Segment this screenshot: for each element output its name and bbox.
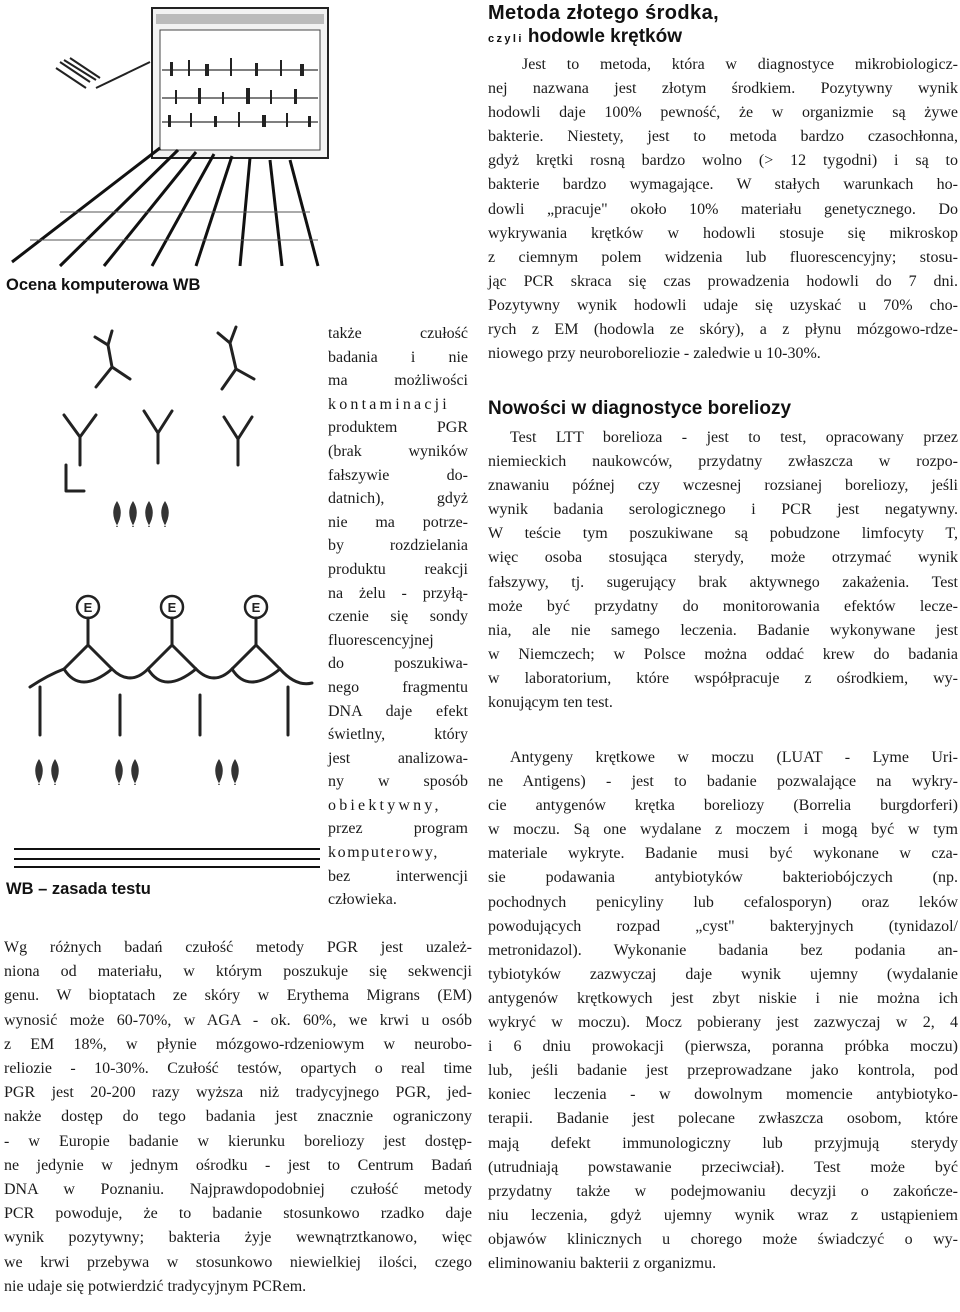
text-line: materiale wykryte. Badanie musi być wykonane w cza- (488, 845, 958, 863)
text-line: reliozie - 10-30%. Czułość testów, opartych o real time (4, 1060, 472, 1078)
text-line: Test LTT borelioza - jest to test, opracowany przez (510, 429, 958, 446)
text-line: eliminowaniu bakterii z organizmu. (488, 1254, 717, 1272)
text-line: sie podawania antybiotyków bakteriobójczych (np. (488, 869, 958, 887)
heading-connector: czyli (488, 33, 524, 45)
text-line: z ciemnym polem widzenia lub fluorescencyjny; stosu- (488, 248, 958, 266)
text-line: na żelu - przyłą- (328, 584, 468, 602)
text-line: ny w sposób (328, 773, 468, 791)
section-heading-method: Metoda złotego środka, (488, 2, 720, 24)
text-line: produktem PGR (328, 419, 468, 437)
enzyme-label: E (251, 600, 261, 615)
luat-paragraph (488, 746, 958, 1276)
wb-principle-diagram (0, 315, 330, 875)
text-line: jest analizowa- (328, 749, 468, 767)
text-line: gdyż krętki rosną bardzo wolno (> 12 tygodni) i są to (488, 152, 958, 170)
text-line: pochodnych penicyliny lub cefalosporyn) oraz leków (488, 893, 958, 911)
text-line: nia, ale nie samego leczenia. Badanie wykonywane jest (488, 621, 958, 639)
text-line: nej nazwana jest złotym środkiem. Pozytywny wynik (488, 80, 958, 98)
text-line: obiektywny, (328, 796, 442, 814)
text-line: produktu reakcji (328, 560, 468, 578)
narrow-text-column (328, 322, 468, 912)
text-line: świetlny, który (328, 726, 468, 744)
text-line: fałszywie do- (328, 466, 468, 484)
text-line: terapii. Badanie jest polecane zwłaszcza osobom, które (488, 1110, 958, 1128)
text-line: może być przydatny do monitorowania efektów lecze- (488, 597, 958, 615)
text-line: wynosić może 60-70%, w AGA - ok. 60%, we krwi u osób (4, 1011, 472, 1029)
enzyme-label: E (83, 600, 93, 615)
text-line: Jest to metoda, która w diagnostyce mikrobiologicz- (522, 56, 958, 73)
wb-scan-figure (0, 0, 330, 270)
text-line: jąc PCR skraca się czas prowadzenia hodowli do 7 dni. (488, 272, 958, 290)
text-line: genu. W bioptatach ze skóry w Erythema Migrans (EM) (4, 987, 472, 1005)
text-line: ne Antigens) - jest to badanie pozwalające na wykry- (488, 773, 958, 791)
text-line: badania i nie (328, 348, 468, 366)
text-line: rych z EM (hodowla ze skóry), a z płynu mózgowo-rdze- (488, 321, 958, 339)
text-line: powodujących rozpad „cyst" bakteryjnych (tynidazol/ (488, 917, 958, 935)
text-line: nego fragmentu (328, 678, 468, 696)
text-line: w laboratorium, które współpracuje z ośrodkiem, wy- (488, 669, 958, 687)
text-line: mają defekt immunologiczny lub przyjmują sterydy (488, 1134, 958, 1152)
text-line: Pozytywny wynik hodowli udaje się uzyskać u 70% cho- (488, 296, 958, 314)
text-line: hodowli daje 100% pewność, że w organizmie są żywe (488, 104, 958, 122)
text-line: także czułość (328, 325, 468, 342)
principle-figure-caption: WB – zasada testu (6, 880, 151, 898)
text-line: lub, jeśli badanie jest przeprowadzane jako kontrola, pod (488, 1062, 958, 1080)
text-line: wynik badania serologicznego i PCR jest negatywny. (488, 501, 958, 519)
text-line: nie udaje się potwierdzić tradycyjnym PCRem. (4, 1277, 307, 1295)
wb-principle-figure (0, 315, 330, 875)
text-line: bakterie bardzo wymagające. W stałych warunkach ho- (488, 176, 958, 194)
text-line: tybiotyków zazwyczaj daje wynik ujemny (wydalanie (488, 965, 958, 983)
section-heading-news: Nowości w diagnostyce boreliozy (488, 398, 792, 419)
text-line: Wg różnych badań czułość metody PGR jest uzależ- (4, 939, 472, 956)
text-line: ma możliwości (328, 372, 468, 390)
text-line: antygenów krętkowych jest zbyt niskie i nie można ich (488, 989, 958, 1007)
text-line: z EM 18%, w płynie mózgowo-rdzeniowym w neurobo- (4, 1035, 472, 1053)
text-line: do poszukiwa- (328, 655, 468, 673)
text-line: fluorescencyjnej (328, 631, 434, 649)
text-line: bakterie. Niestety, jest to metoda bardzo czasochłonna, (488, 128, 958, 146)
text-line: więc osoba stosująca sterydy, może otrzymać wynik (488, 549, 958, 567)
text-line: W teście tym poszukiwane są pobudzone limfocyty T, (488, 525, 958, 543)
text-line: Antygeny krętkowe w moczu (LUAT - Lyme Uri- (510, 749, 958, 766)
text-line: czenie się sondy (328, 608, 468, 626)
text-line: wykrywania krętków w hodowli stosuje się mikroskop (488, 224, 958, 242)
text-line: objawów klinicznych u chorego może świadczyć o wy- (488, 1230, 958, 1248)
text-line: koniec leczenia - w dowolnym momencie antybiotyko- (488, 1086, 958, 1104)
text-line: i 6 dniu prowokacji (pierwsza, poranna próbka moczu) (488, 1038, 958, 1056)
text-line: w Niemczech; w Polsce można oddać krew do badania (488, 645, 958, 663)
text-line: fałszywy, tj. sugerujący brak aktywnego zakażenia. Test (488, 573, 958, 591)
text-line: niowego przy neuroboreliozie - zaledwie u 10-30%. (488, 345, 821, 363)
text-line: kontaminacji (328, 395, 450, 413)
text-line: by rozdzielania (328, 537, 468, 555)
text-line: DNA daje efekt (328, 702, 468, 720)
pcr-sensitivity-paragraph (4, 936, 472, 1299)
wb-scan-image (0, 0, 330, 270)
right-column (488, 0, 958, 1312)
text-line: nakże dostęp do tego badania jest znacznie ograniczony (4, 1108, 472, 1126)
text-line: niu leczenia, gdyż ujemny wynik wraz z ustąpieniem (488, 1206, 958, 1224)
text-line: datnich), gdyż (328, 490, 468, 508)
text-line: we krwi przebywa w stosunkowo niewielkiej ilości, czego (4, 1253, 472, 1271)
text-line: komputerowy, (328, 844, 440, 862)
text-line: nie ma potrze- (328, 513, 468, 531)
enzyme-label: E (167, 600, 177, 615)
text-line: przydatny także w podejmowaniu decyzji o zakończe- (488, 1182, 958, 1200)
text-line: PCR powoduje, że to badanie stosunkowo rzadko daje (4, 1205, 472, 1223)
text-line: człowieka. (328, 891, 397, 909)
text-line: ne jedynie w jednym ośrodku - jest to Centrum Badań (4, 1156, 472, 1174)
text-line: bez interwencji (328, 867, 468, 885)
text-line: (brak wyników (328, 442, 468, 460)
text-line: przez program (328, 820, 468, 838)
text-line: wykryć w moczu). Mocz pobierany jest zazwyczaj w 2, 4 (488, 1014, 958, 1032)
ltt-paragraph (488, 426, 958, 715)
text-line: (utrudniają powstawanie przeciwciał). Test może być (488, 1158, 958, 1176)
text-line: wynik pozytywny; bakteria żyje wewnątrztkanowo, więc (4, 1229, 472, 1247)
text-line: niona od materiału, w którym poszukuje się sekwencji (4, 963, 472, 981)
text-line: niemieckich naukowców, przydatny zwłaszcza w rozpo- (488, 453, 958, 471)
text-line: metronidazol). Wykonanie badania bez podania an- (488, 941, 958, 959)
section-subheading-method (488, 26, 682, 48)
text-line: znawaniu późnej czy wczesnej rozsianej boreliozy, jeśli (488, 477, 958, 495)
text-line: w moczu. Są one wydalane z moczem i mogą być w tym (488, 821, 958, 839)
text-line: dowli „pracuje" około 10% materiału genetycznego. Do (488, 200, 958, 218)
text-line: konującym ten test. (488, 694, 613, 712)
text-line: DNA w Poznaniu. Najprawdopodobniej czułość metody (4, 1181, 472, 1199)
text-line: cie antygenów krętka boreliozy (Borrelia burgdorferi) (488, 797, 958, 815)
text-line: PGR jest 20-200 razy wyższa niż tradycyjnego PGR, jed- (4, 1084, 472, 1102)
wb-figure-caption: Ocena komputerowa WB (6, 276, 201, 294)
text-line: - w Europie badanie w kierunku boreliozy jest dostęp- (4, 1132, 472, 1150)
heading-rest: hodowle krętków (527, 26, 682, 47)
method-paragraph (488, 53, 958, 366)
